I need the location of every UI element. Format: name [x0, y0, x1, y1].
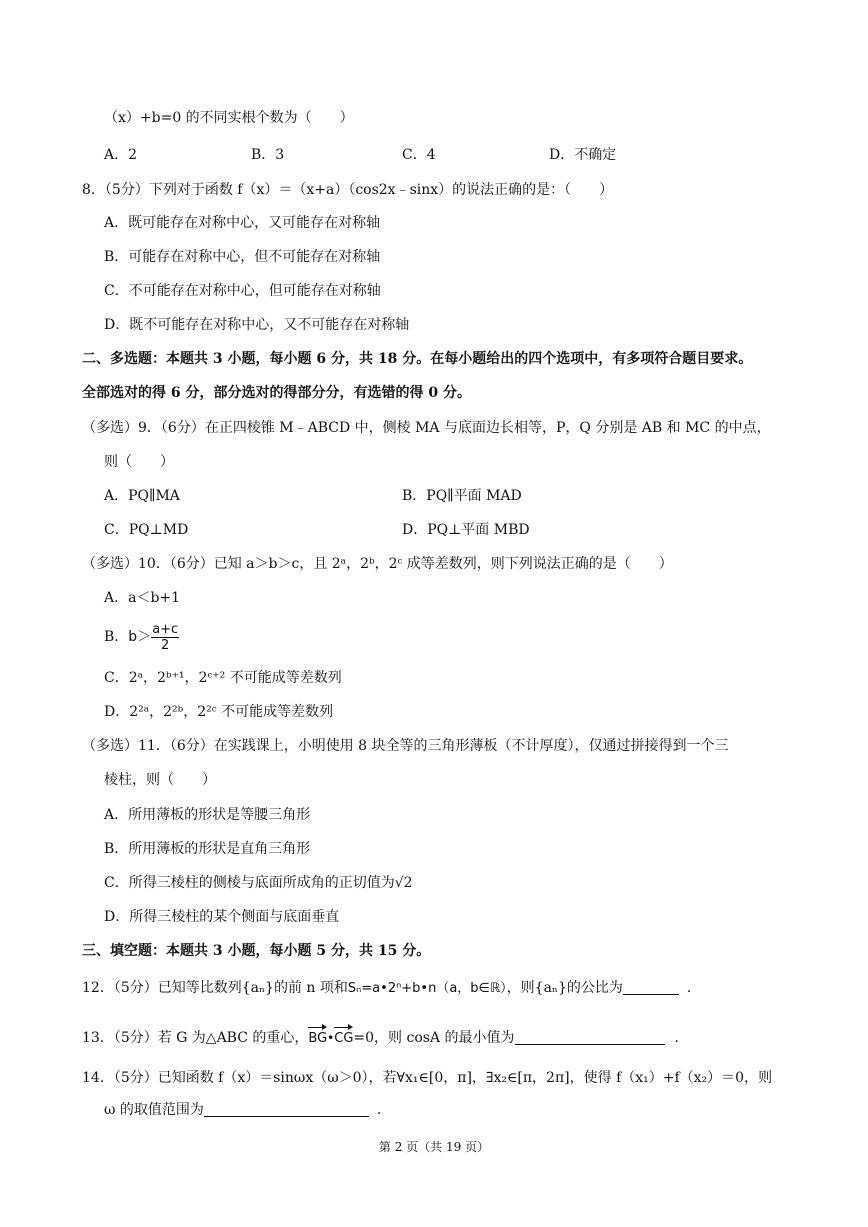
- q11-option-b: B．所用薄板的形状是直角三角形: [104, 841, 311, 857]
- q7-option-c: C．4: [402, 147, 436, 163]
- q8-option-b: B．可能存在对称中心，但不可能存在对称轴: [104, 249, 381, 265]
- q9-option-c: C．PQ⊥MD: [104, 522, 189, 538]
- q11-option-c: C．所得三棱柱的侧棱与底面所成角的正切值为√2: [104, 875, 413, 891]
- q13-answer-blank[interactable]: [515, 1030, 665, 1045]
- q10-option-c: C．2ᵃ，2ᵇ⁺¹，2ᶜ⁺² 不可能成等差数列: [104, 670, 342, 686]
- q8-option-c: C．不可能存在对称中心，但可能存在对称轴: [104, 283, 381, 299]
- q10-option-b-fraction: [151, 622, 179, 653]
- vector-bg: BG: [308, 1029, 327, 1049]
- q8-stem: 8．（5分）下列对于函数 f（x）＝（x+a）（cos2x﹣sinx）的说法正确的是：（ ）: [82, 182, 614, 198]
- q9-option-a: A．PQ∥MA: [104, 488, 180, 504]
- q14-end: ．: [376, 1102, 391, 1118]
- q11-option-d: D．所得三棱柱的某个侧面与底面垂直: [104, 909, 340, 925]
- q13-prefix: 13．（5分）若 G 为△ABC 的重心，: [82, 1030, 309, 1046]
- q12-prefix: 12．（5分）已知等比数列{aₙ}的前 n 项和: [82, 980, 348, 996]
- q10-option-d: D．2²ᵃ，2²ᵇ，2²ᶜ 不可能成等差数列: [104, 704, 334, 720]
- q14-line2: [104, 1100, 391, 1120]
- q12-formula: Sₙ=a•2ⁿ+b•n（a，b∈ℝ）: [347, 981, 507, 996]
- q14-prefix: ω 的取值范围为: [104, 1102, 204, 1118]
- fraction-denominator: 2: [161, 637, 170, 653]
- q14-line1: 14．（5分）已知函数 f（x）＝sinωx（ω＞0），若∀x₁∈[0，π]，∃x₂∈[π，2π]，使得 f（x₁）+f（x₂）＝0，则: [82, 1070, 773, 1086]
- page-footer: 第 2 页（共 19 页）: [378, 1140, 490, 1154]
- q13-end: ．: [674, 1030, 689, 1046]
- q13-line: [82, 1028, 689, 1049]
- q11-stem-line2: 棱柱，则（ ）: [104, 772, 216, 788]
- q11-stem-line1: （多选）11．（6分）在实践课上，小明使用 8 块全等的三角形薄板（不计厚度），仅通过拼接得到一个三: [82, 738, 729, 754]
- q12-line: [82, 978, 701, 999]
- q13-suffix: =0，则 cosA 的最小值为: [353, 1030, 515, 1046]
- q10-option-b-prefix: B．: [104, 629, 129, 645]
- q8-option-a: A．既可能存在对称中心，又可能存在对称轴: [104, 215, 381, 231]
- q9-stem-line2: 则（ ）: [104, 454, 174, 470]
- section2-heading-line1: 二、多选题：本题共 3 小题，每小题 6 分，共 18 分。在每小题给出的四个选项中，有多项符合题目要求。: [82, 351, 753, 367]
- section3-heading: 三、填空题：本题共 3 小题，每小题 5 分，共 15 分。: [82, 943, 431, 959]
- q14-answer-blank[interactable]: [204, 1102, 369, 1117]
- q13-dot: •: [327, 1031, 335, 1045]
- q10-stem: （多选）10．（6分）已知 a＞b＞c，且 2ᵃ，2ᵇ，2ᶜ 成等差数列，则下列说法正确的是（ ）: [82, 556, 673, 572]
- q12-answer-blank[interactable]: [623, 980, 679, 995]
- vector-cg: CG: [334, 1029, 353, 1049]
- fraction-numerator: a+c: [152, 621, 179, 637]
- q10-option-b: [104, 620, 179, 654]
- q11-option-a: A．所用薄板的形状是等腰三角形: [104, 807, 311, 823]
- q12-suffix: ，则{aₙ}的公比为: [506, 980, 623, 996]
- q7-option-d: D．不确定: [549, 147, 617, 163]
- q12-end: ．: [686, 980, 701, 996]
- q9-stem-line1: （多选）9．（6分）在正四棱锥 M﹣ABCD 中，侧棱 MA 与底面边长相等，P，Q 分别是 AB 和 MC 的中点，: [82, 420, 771, 436]
- q10-option-a: A．a＜b+1: [104, 590, 181, 606]
- q7-option-b: B．3: [251, 147, 285, 163]
- q9-option-d: D．PQ⊥平面 MBD: [402, 522, 530, 538]
- q9-option-b: B．PQ∥平面 MAD: [402, 488, 522, 504]
- q10-option-b-lhs: b＞: [128, 629, 152, 645]
- q7-option-a: A．2: [104, 147, 138, 163]
- q7-tail-line: （x）+b=0 的不同实根个数为（ ）: [104, 110, 354, 126]
- section2-heading-line2: 全部选对的得 6 分，部分选对的得部分分，有选错的得 0 分。: [82, 385, 471, 401]
- q8-option-d: D．既不可能存在对称中心，又不可能存在对称轴: [104, 317, 410, 333]
